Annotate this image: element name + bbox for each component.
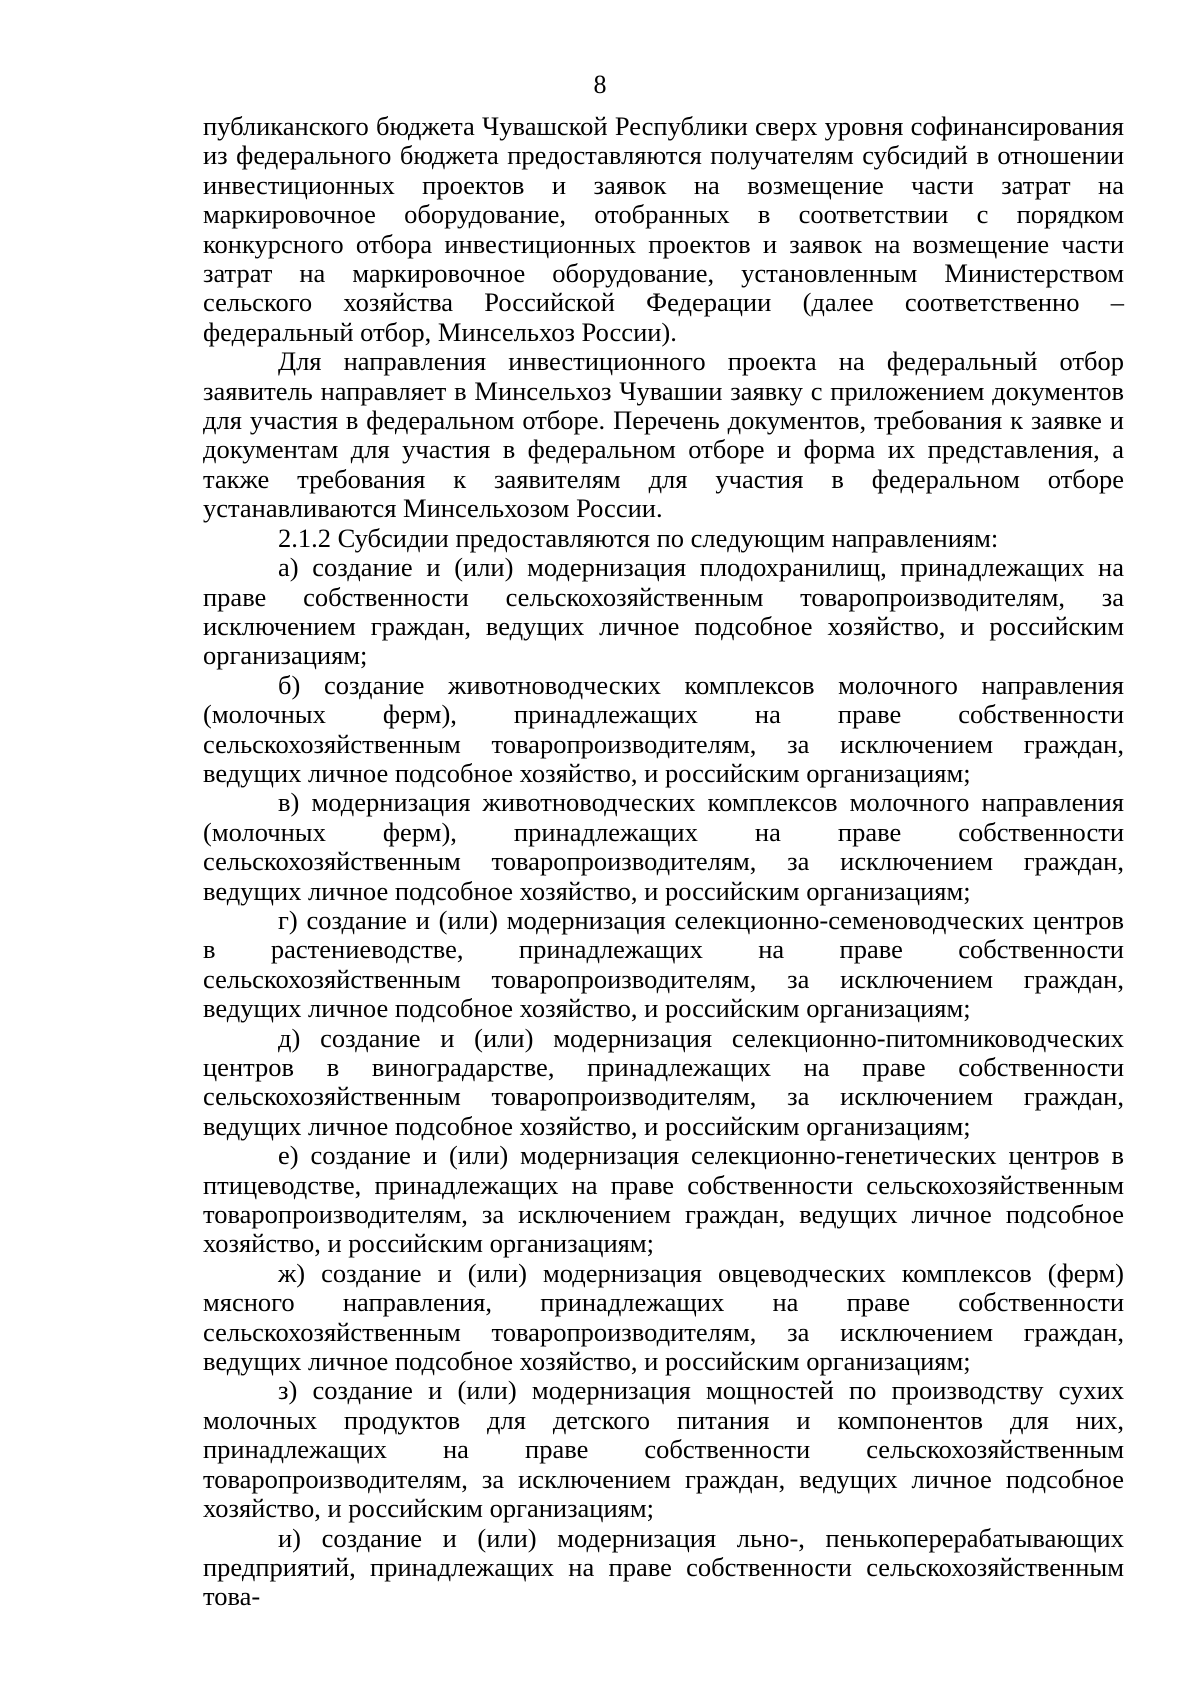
list-item-e: е) создание и (или) модернизация селекционно-генетических центров в птицеводстве, принадлежащих на праве собственности сельскохозяйственным товаропроизводителям, за исключением граждан, ведущих личное подсобное хозяйство, и российским организациям;	[203, 1140, 1124, 1259]
list-item-zh: ж) создание и (или) модернизация овцеводческих комплексов (ферм) мясного направления, принадлежащих на праве собственности сельскохозяйственным товаропроизводителям, за исключением граждан, ведущих личное подсобное хозяйство, и российским организациям;	[203, 1257, 1124, 1377]
list-item-d: д) создание и (или) модернизация селекционно-питомниководческих центров в виноградарстве, принадлежащих на праве собственности сельскохозяйственным товаропроизводителям, за исключением граждан, ведущих личное подсобное хозяйство, и российским организациям;	[203, 1022, 1124, 1141]
paragraph-continuation: публиканского бюджета Чувашской Республики сверх уровня софинансирования из федерального бюджета предоставляются получателям субсидий в отношении инвестиционных проектов и заявок на возмещение части затрат на маркировочное оборудование, отобранных в соответствии с порядком конкурсного отбора инвестиционных проектов и заявок на возмещение части затрат на маркировочное оборудование, установленным Министерством сельского хозяйства Российской Федерации (далее соответственно – федеральный отбор, Минсельхоз России).	[203, 111, 1124, 347]
list-item-z: з) создание и (или) модернизация мощностей по производству сухих молочных продуктов для детского питания и компонентов для них, принадлежащих на праве собственности сельскохозяйственным товаропроизводителям, за исключением граждан, ведущих личное подсобное хозяйство, и российским организациям;	[203, 1375, 1124, 1524]
paragraph-2-1-2-heading: 2.1.2 Субсидии предоставляются по следующим направлениям:	[278, 522, 999, 553]
list-item-g: г) создание и (или) модернизация селекционно-семеноводческих центров в растениеводстве, принадлежащих на праве собственности сельскохозяйственным товаропроизводителям, за исключением граждан, ведущих личное подсобное хозяйство, и российским организациям;	[203, 904, 1124, 1024]
paragraph-federal-selection: Для направления инвестиционного проекта на федеральный отбор заявитель направляет в Минсельхоз Чувашии заявку с приложением документов для участия в федеральном отборе. Перечень документов, требования к заявке и документам для участия в федеральном отборе и форма их представления, а также требования к заявителям для участия в федеральном отборе устанавливаются Минсельхозом России.	[203, 346, 1124, 524]
list-item-i: и) создание и (или) модернизация льно-, пенькоперерабатывающих предприятий, принадлежащих на праве собственности сельскохозяйственным това-	[203, 1522, 1124, 1612]
list-item-v: в) модернизация животноводческих комплексов молочного направления (молочных ферм), принадлежащих на праве собственности сельскохозяйственным товаропроизводителям, за исключением граждан, ведущих личное подсобное хозяйство, и российским организациям;	[203, 787, 1124, 906]
page-number: 8	[593, 70, 607, 99]
document-body	[203, 112, 1124, 1612]
list-item-b: б) создание животноводческих комплексов молочного направления (молочных ферм), принадлежащих на праве собственности сельскохозяйственным товаропроизводителям, за исключением граждан, ведущих личное подсобное хозяйство, и российским организациям;	[203, 669, 1124, 788]
list-item-a: а) создание и (или) модернизация плодохранилищ, принадлежащих на праве собственности сельскохозяйственным товаропроизводителям, за исключением граждан, ведущих личное подсобное хозяйство, и российским организациям;	[203, 552, 1124, 671]
